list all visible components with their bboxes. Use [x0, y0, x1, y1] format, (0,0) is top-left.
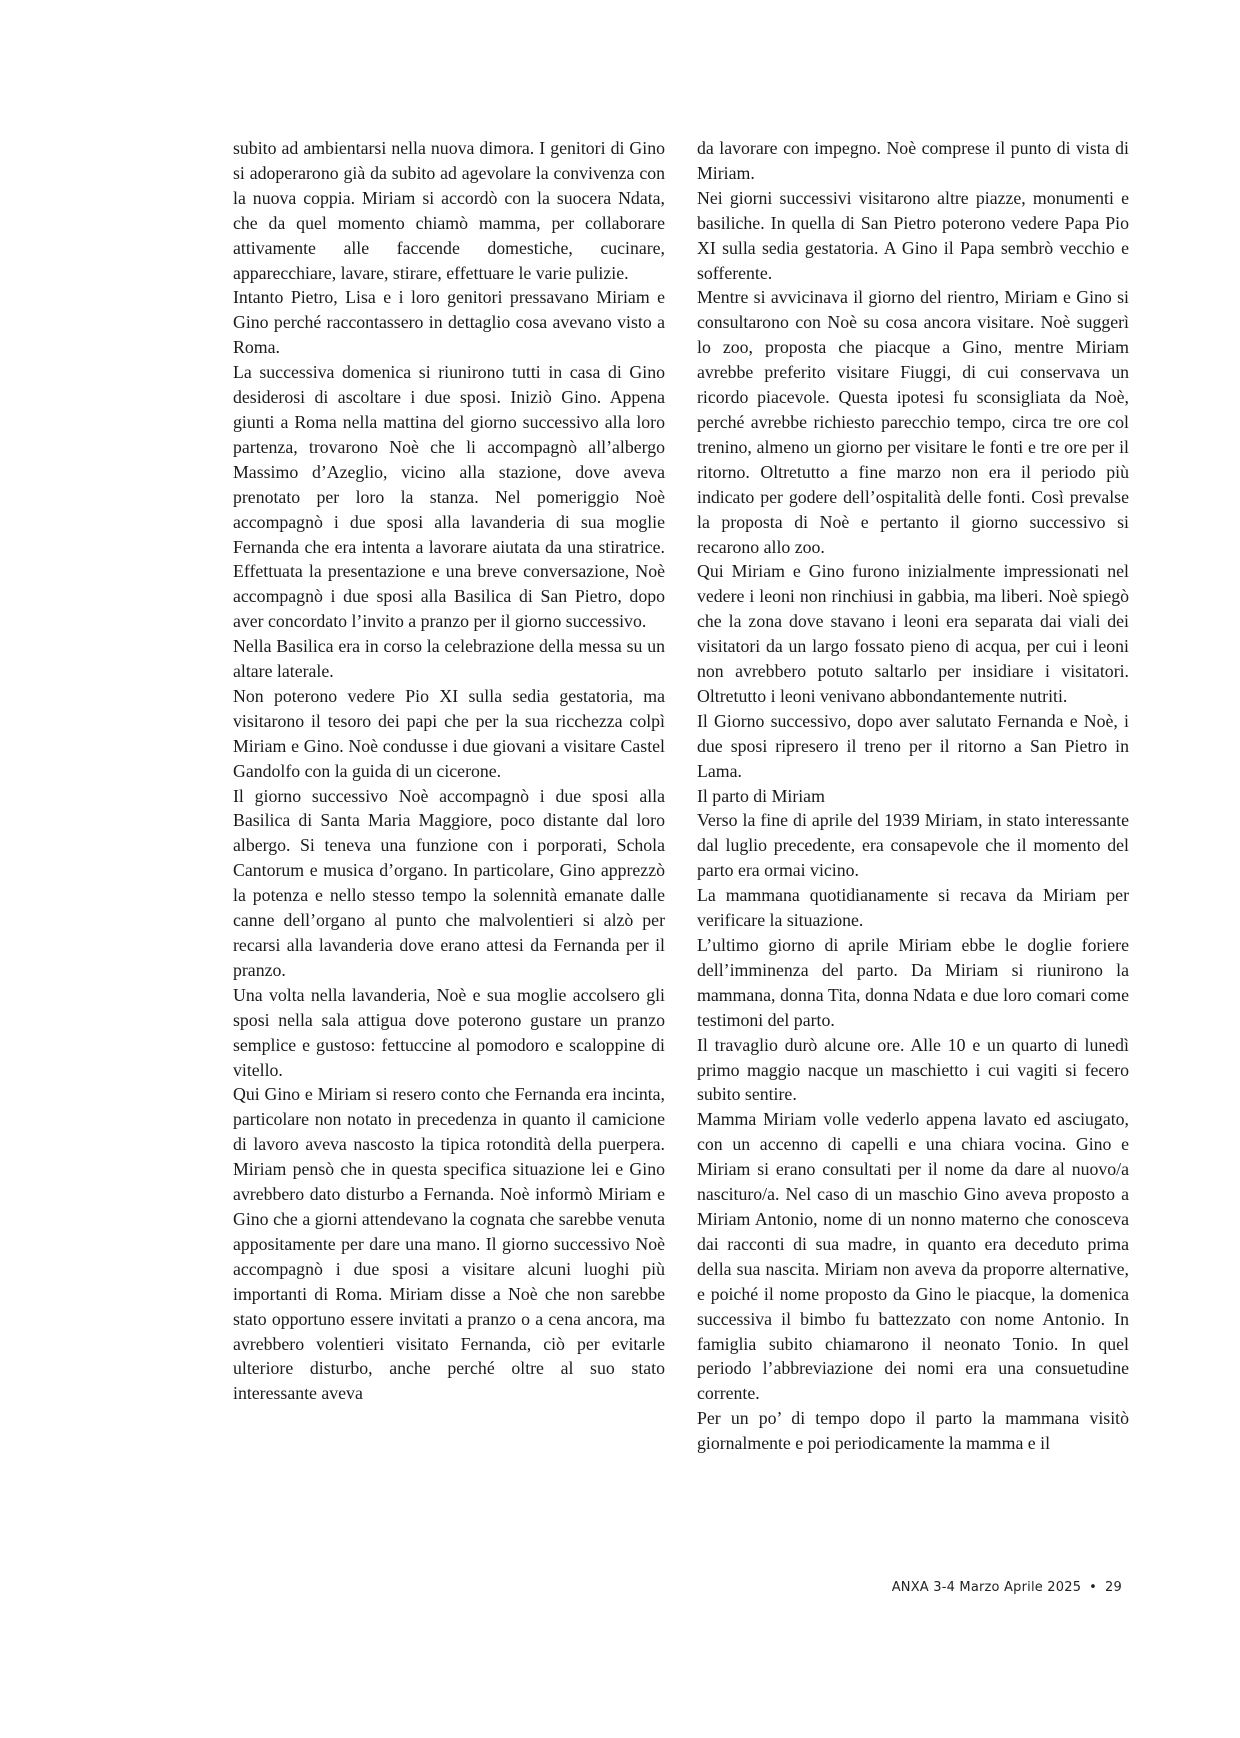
paragraph: La mammana quotidianamente si recava da Miriam per verificare la situazione.: [697, 885, 1129, 931]
right-text-column: [697, 136, 1129, 1456]
paragraph: Verso la fine di aprile del 1939 Miriam, in stato interessante dal luglio precedente, era consapevole che il momento del parto era ormai vicino.: [697, 810, 1129, 881]
publication-name: ANXA 3-4 Marzo Aprile 2025: [891, 1580, 1082, 1595]
page-number: 29: [1105, 1580, 1122, 1595]
paragraph: Mentre si avvicinava il giorno del rientro, Miriam e Gino si consultarono con Noè su cosa ancora visitare. Noè suggerì lo zoo, proposta che piacque a Gino, mentre Miriam avrebbe preferito visitare Fiuggi, di cui conservava un ricordo piacevole. Questa ipotesi fu sconsigliata da Noè, perché avrebbe richiesto parecchio tempo, circa tre ore col trenino, almeno un giorno per visitare le fonti e tre ore per il ritorno. Oltretutto a fine marzo non era il periodo più indicato per godere dell’ospitalità delle fonti. Così prevalse la proposta di Noè e pertanto il giorno successivo si recarono allo zoo.: [697, 287, 1129, 557]
paragraph: Per un po’ di tempo dopo il parto la mammana visitò giornalmente e poi periodicamente la mamma e il: [697, 1408, 1129, 1454]
page-footer: [892, 1580, 1122, 1595]
paragraph: Intanto Pietro, Lisa e i loro genitori pressavano Miriam e Gino perché raccontassero in dettaglio cosa avevano visto a Roma.: [233, 287, 665, 358]
paragraph: Una volta nella lavanderia, Noè e sua moglie accolsero gli sposi nella sala attigua dove poterono gustare un pranzo semplice e gustoso: fettuccine al pomodoro e scaloppine di vitello.: [233, 984, 665, 1080]
paragraph: subito ad ambientarsi nella nuova dimora. I genitori di Gino si adoperarono già da subito ad agevolare la convivenza con la nuova coppia. Miriam si accordò con la suocera Ndata, che da quel momento chiamò mamma, per collaborare attivamente alle faccende domestiche, cucinare, apparecchiare, lavare, stirare, effettuare le varie pulizie.: [233, 138, 665, 283]
section-heading: Il parto di Miriam: [697, 785, 825, 806]
paragraph: Il giorno successivo Noè accompagnò i due sposi alla Basilica di Santa Maria Maggiore, poco distante dal loro albergo. Si teneva una funzione con i porporati, Schola Cantorum e musica d’organo. In particolare, Gino apprezzò la potenza e nello stesso tempo la solennità emanate dalle canne dell’organo al punto che malvolentieri si alzò per recarsi alla lavanderia dove erano attesi da Fernanda per il pranzo.: [233, 785, 665, 980]
separator-dot: •: [1089, 1580, 1098, 1595]
paragraph: Non poterono vedere Pio XI sulla sedia gestatoria, ma visitarono il tesoro dei papi che per la sua ricchezza colpì Miriam e Gino. Noè condusse i due giovani a visitare Castel Gandolfo con la guida di un cicerone.: [233, 685, 665, 781]
paragraph: Il travaglio durò alcune ore. Alle 10 e un quarto di lunedì primo maggio nacque un maschietto i cui vagiti si fecero subito sentire.: [697, 1034, 1129, 1105]
paragraph: da lavorare con impegno. Noè comprese il punto di vista di Miriam.: [697, 138, 1129, 183]
paragraph: Il Giorno successivo, dopo aver salutato Fernanda e Noè, i due sposi ripresero il treno per il ritorno a San Pietro in Lama.: [697, 710, 1129, 781]
paragraph: Qui Gino e Miriam si resero conto che Fernanda era incinta, particolare non notato in precedenza in quanto il camicione di lavoro aveva nascosto la tipica rotondità della puerpera. Miriam pensò che in questa specifica situazione lei e Gino avrebbero dato disturbo a Fernanda. Noè informò Miriam e Gino che a giorni attendevano la cognata che sarebbe venuta appositamente per dare una mano. Il giorno successivo Noè accompagnò i due sposi a visitare alcuni luoghi più importanti di Roma. Miriam disse a Noè che non sarebbe stato opportuno essere invitati a pranzo o a cena ancora, ma avrebbero volentieri visitato Fernanda, ciò per evitarle ulteriore disturbo, anche perché oltre al suo stato interessante aveva: [233, 1084, 665, 1404]
paragraph: Nella Basilica era in corso la celebrazione della messa su un altare laterale.: [233, 636, 665, 682]
paragraph: Nei giorni successivi visitarono altre piazze, monumenti e basiliche. In quella di San Pietro poterono vedere Papa Pio XI sulla sedia gestatoria. A Gino il Papa sembrò vecchio e sofferente.: [697, 187, 1129, 283]
paragraph: L’ultimo giorno di aprile Miriam ebbe le doglie foriere dell’imminenza del parto. Da Miriam si riunirono la mammana, donna Tita, donna Ndata e due loro comari come testimoni del parto.: [697, 935, 1129, 1030]
left-text-column: [233, 136, 665, 1406]
paragraph: Qui Miriam e Gino furono inizialmente impressionati nel vedere i leoni non rinchiusi in gabbia, ma liberi. Noè spiegò che la zona dove stavano i leoni era separata dai viali dei visitatori da un largo fossato pieno di acqua, per cui i leoni non avrebbero potuto saltarlo per insidiare i visitatori. Oltretutto i leoni venivano abbondantemente nutriti.: [697, 561, 1129, 706]
paragraph: Mamma Miriam volle vederlo appena lavato ed asciugato, con un accenno di capelli e una chiara vocina. Gino e Miriam si erano consultati per il nome da dare al nuovo/a nascituro/a. Nel caso di un maschio Gino aveva proposto a Miriam Antonio, nome di un nonno materno che conosceva dai racconti di sua madre, in quanto era deceduto prima della sua nascita. Miriam non aveva da proporre alternative, e poiché il nome proposto da Gino le piacque, la domenica successiva il bimbo fu battezzato con nome Antonio. In famiglia subito chiamarono il neonato Tonio. In quel periodo l’abbreviazione dei nomi era una consuetudine corrente.: [697, 1109, 1129, 1404]
paragraph: La successiva domenica si riunirono tutti in casa di Gino desiderosi di ascoltare i due sposi. Iniziò Gino. Appena giunti a Roma nella mattina del giorno successivo alla loro partenza, trovarono Noè che li accompagnò all’albergo Massimo d’Azeglio, vicino alla stazione, dove aveva prenotato per loro la stanza. Nel pomeriggio Noè accompagnò i due sposi alla lavanderia di sua moglie Fernanda che era intenta a lavorare aiutata da una stiratrice. Effettuata la presentazione e una breve conversazione, Noè accompagnò i due sposi alla Basilica di San Pietro, dopo aver concordato l’invito a pranzo per il giorno successivo.: [233, 362, 665, 632]
